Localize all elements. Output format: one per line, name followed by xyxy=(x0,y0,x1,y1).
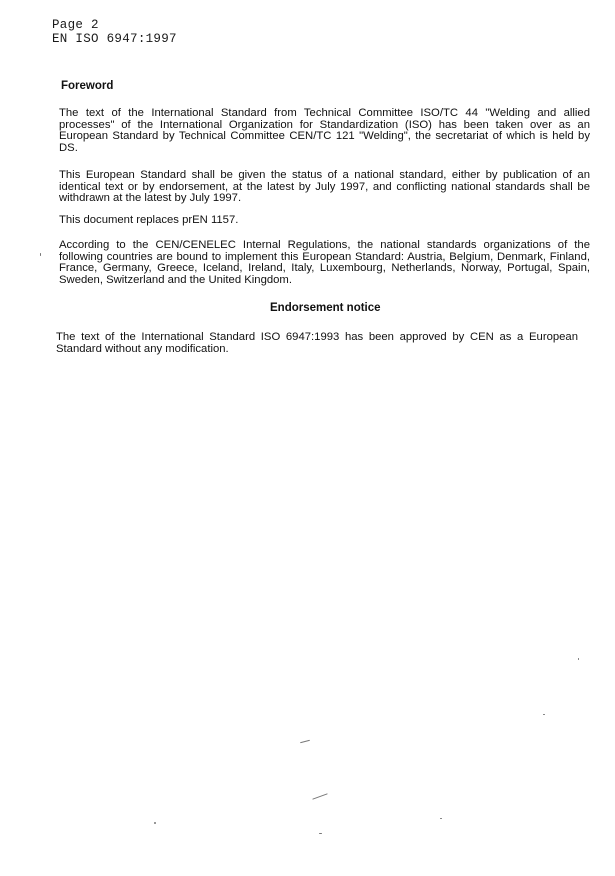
scan-speck xyxy=(319,833,322,834)
scan-speck xyxy=(154,822,156,824)
scan-speck xyxy=(578,658,579,660)
endorsement-paragraph: The text of the International Standard ISO 6947:1993 has been approved by CEN as a European Standard without any modification. xyxy=(56,331,578,355)
scan-speck xyxy=(543,714,545,715)
scan-speck xyxy=(312,793,327,799)
scan-speck xyxy=(40,253,41,256)
scan-speck xyxy=(440,818,442,819)
foreword-paragraph-adoption: The text of the International Standard from Technical Committee ISO/TC 44 "Welding and allied processes" of the International Organization for Standardization (ISO) has been taken over as an European Standard by Technical Committee CEN/TC 121 "Welding", the secretariat of which is held by DS. xyxy=(59,107,590,154)
page-number: Page 2 xyxy=(52,18,99,32)
page-header xyxy=(52,18,177,46)
foreword-heading: Foreword xyxy=(61,80,114,92)
endorsement-heading: Endorsement notice xyxy=(270,302,381,314)
standard-identifier: EN ISO 6947:1997 xyxy=(52,32,177,46)
foreword-paragraph-countries: According to the CEN/CENELEC Internal Regulations, the national standards organizations of the following countries are bound to implement this European Standard: Austria, Belgium, Denmark, Finland, France, Germany, Greece, Iceland, Ireland, Italy, Luxembourg, Netherlands, Norway, Portugal, Spain, Sweden, Switzerland and the United Kingdom. xyxy=(59,239,590,286)
foreword-paragraph-status: This European Standard shall be given the status of a national standard, either by publication of an identical text or by endorsement, at the latest by July 1997, and conflicting national standards shall be withdrawn at the latest by July 1997. xyxy=(59,169,590,205)
foreword-paragraph-replaces: This document replaces prEN 1157. xyxy=(59,214,239,226)
scan-speck xyxy=(300,740,310,744)
